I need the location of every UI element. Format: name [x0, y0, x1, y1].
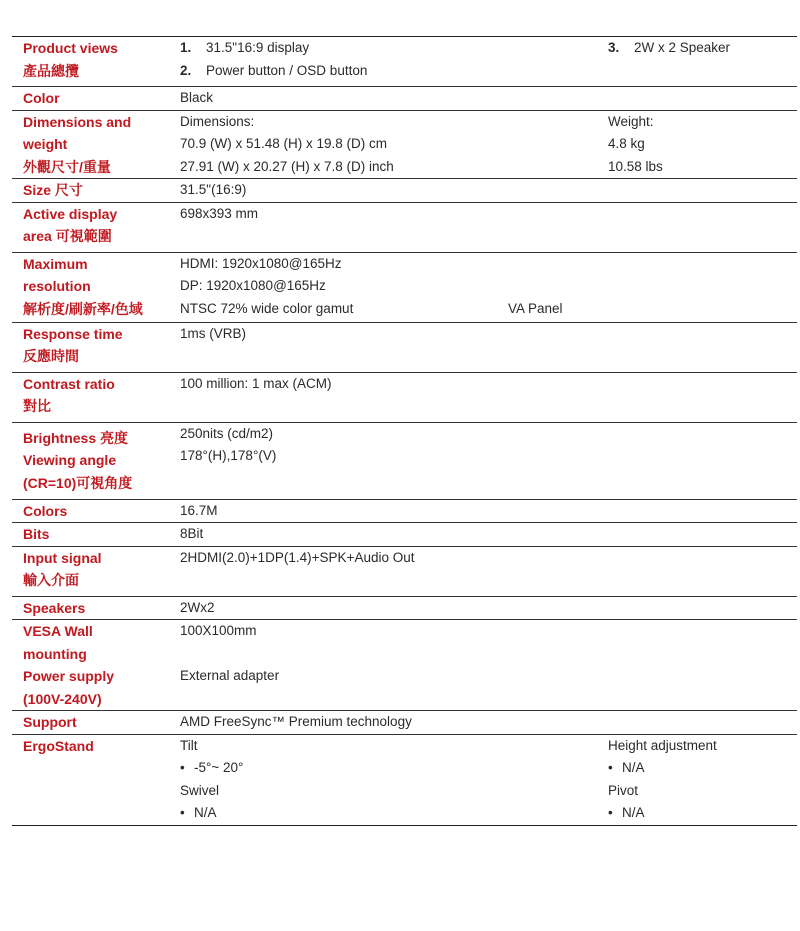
spec-value: 100X100mm External adapter	[180, 623, 280, 683]
spec-row-bits	[12, 523, 797, 547]
spec-value: 16.7M	[180, 502, 218, 518]
pivot-value: • N/A	[608, 805, 645, 820]
spec-value: Black	[180, 90, 214, 105]
spec-row-speakers	[12, 597, 797, 621]
spec-row-dimensions	[12, 111, 797, 180]
spec-row-ergostand	[12, 735, 797, 826]
product-view-item: 2. Power button / OSD button	[180, 62, 368, 78]
spec-table	[12, 36, 797, 826]
spec-row-product-views	[12, 36, 797, 87]
spec-label: Contrast ratio 對比	[23, 375, 115, 414]
spec-value: 698x393 mm	[180, 205, 259, 221]
spec-label: Size 尺寸	[23, 182, 83, 198]
spec-label: Support	[23, 714, 77, 730]
dimensions-value: Dimensions: 70.9 (W) x 51.48 (H) x 19.8 (D) cm 27.91 (W) x 20.27 (H) x 7.8 (D) inch	[180, 113, 394, 174]
height-adjustment-label: Height adjustment	[608, 737, 717, 753]
spec-label: Bits	[23, 526, 50, 542]
swivel-label: Swivel	[180, 782, 220, 798]
spec-row-color	[12, 87, 797, 111]
spec-label: ErgoStand	[23, 737, 94, 754]
spec-row-input-signal	[12, 547, 797, 597]
spec-row-contrast	[12, 373, 797, 423]
swivel-value: • N/A	[180, 805, 217, 820]
spec-label: Colors	[23, 502, 68, 519]
spec-value: HDMI: 1920x1080@165Hz DP: 1920x1080@165Hz NTSC 72% wide color gamut	[180, 255, 354, 316]
pivot-label: Pivot	[608, 782, 639, 798]
spec-value: 8Bit	[180, 526, 204, 541]
spec-label: Input signal 輸入介面	[23, 549, 102, 588]
spec-label: Color	[23, 90, 60, 106]
spec-value: 1ms (VRB)	[180, 325, 247, 341]
spec-label: Response time 反應時間	[23, 325, 123, 364]
spec-value: AMD FreeSync™ Premium technology	[180, 714, 412, 729]
tilt-value: • -5°~ 20°	[180, 760, 244, 775]
spec-row-active-area	[12, 203, 797, 253]
spec-row-colors	[12, 500, 797, 524]
spec-row-response-time	[12, 323, 797, 373]
tilt-label: Tilt	[180, 737, 198, 753]
spec-value: 31.5"(16:9)	[180, 182, 247, 197]
spec-row-brightness-viewing	[12, 423, 797, 500]
spec-row-resolution	[12, 253, 797, 323]
product-view-item: 3. 2W x 2 Speaker	[608, 40, 731, 55]
spec-label: Product views 產品總攬	[23, 40, 118, 79]
spec-label: Maximum resolution 解析度/刷新率/色域	[23, 255, 143, 317]
spec-label: VESA Wall mounting Power supply (100V-240V)	[23, 623, 115, 707]
panel-type-value: VA Panel	[508, 300, 563, 316]
spec-value: 2Wx2	[180, 599, 215, 615]
height-adjustment-value: • N/A	[608, 760, 645, 775]
spec-label: Active display area 可視範圍	[23, 205, 118, 244]
spec-value: 100 million: 1 max (ACM)	[180, 375, 332, 391]
spec-label: Brightness 亮度 Viewing angle (CR=10)可視角度	[23, 429, 133, 491]
weight-value: Weight: 4.8 kg 10.58 lbs	[608, 113, 663, 174]
spec-value: 250nits (cd/m2) 178°(H),178°(V)	[180, 425, 277, 463]
spec-value: 2HDMI(2.0)+1DP(1.4)+SPK+Audio Out	[180, 549, 415, 565]
spec-row-size	[12, 179, 797, 203]
spec-label: Speakers	[23, 599, 86, 616]
spec-row-support	[12, 711, 797, 735]
spec-row-vesa-power	[12, 620, 797, 711]
spec-label: Dimensions and weight 外觀尺寸/重量	[23, 113, 132, 175]
product-view-item: 1. 31.5"16:9 display	[180, 40, 310, 55]
